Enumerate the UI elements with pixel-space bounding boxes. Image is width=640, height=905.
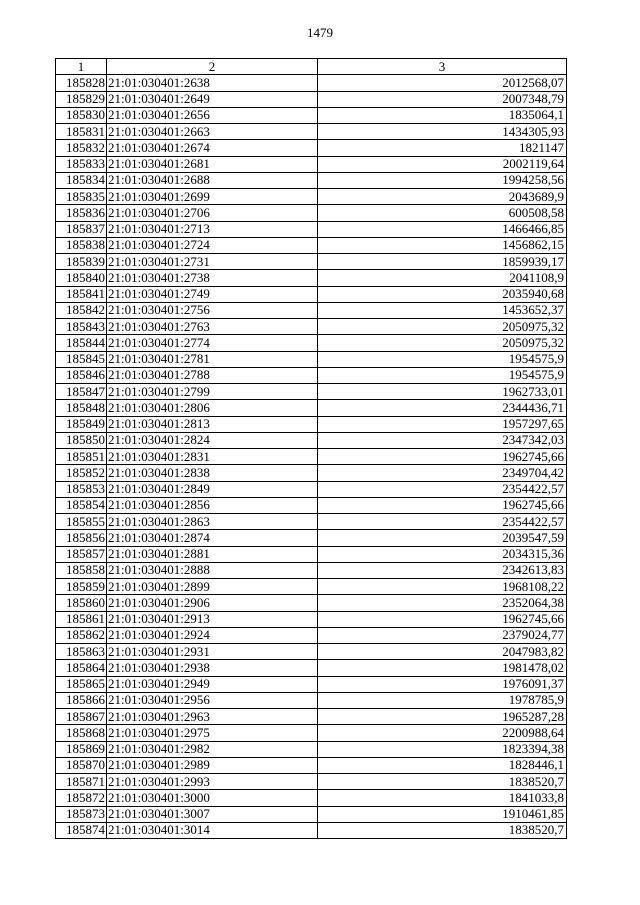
table-row <box>56 579 567 595</box>
row-number-cell: 185856 <box>56 530 107 546</box>
row-number-cell: 185861 <box>56 611 107 627</box>
row-number-cell: 185869 <box>56 741 107 757</box>
table-row <box>56 319 567 335</box>
cadastral-number-cell: 21:01:030401:2649 <box>107 91 318 107</box>
row-number-cell: 185837 <box>56 221 107 237</box>
value-cell: 1910461,85 <box>318 806 567 822</box>
cadastral-number-cell: 21:01:030401:2663 <box>107 124 318 140</box>
table-row <box>56 107 567 123</box>
row-number-cell: 185828 <box>56 75 107 91</box>
cadastral-number-cell: 21:01:030401:2738 <box>107 270 318 286</box>
table-row <box>56 676 567 692</box>
value-cell: 1965287,28 <box>318 709 567 725</box>
value-cell: 1962745,66 <box>318 611 567 627</box>
table-row <box>56 514 567 530</box>
row-number-cell: 185858 <box>56 562 107 578</box>
cadastral-number-cell: 21:01:030401:2763 <box>107 319 318 335</box>
cadastral-number-cell: 21:01:030401:2938 <box>107 660 318 676</box>
row-number-cell: 185844 <box>56 335 107 351</box>
table-row <box>56 790 567 806</box>
table-row <box>56 757 567 773</box>
cadastral-number-cell: 21:01:030401:2724 <box>107 237 318 253</box>
cadastral-number-cell: 21:01:030401:2656 <box>107 107 318 123</box>
cadastral-number-cell: 21:01:030401:2989 <box>107 757 318 773</box>
row-number-cell: 185845 <box>56 351 107 367</box>
table-row <box>56 335 567 351</box>
value-cell: 2050975,32 <box>318 335 567 351</box>
cadastral-number-cell: 21:01:030401:2982 <box>107 741 318 757</box>
value-cell: 2344436,71 <box>318 400 567 416</box>
cadastral-number-cell: 21:01:030401:2849 <box>107 481 318 497</box>
value-cell: 1954575,9 <box>318 367 567 383</box>
data-table <box>55 58 567 839</box>
row-number-cell: 185852 <box>56 465 107 481</box>
row-number-cell: 185850 <box>56 432 107 448</box>
value-cell: 1823394,38 <box>318 741 567 757</box>
row-number-cell: 185862 <box>56 627 107 643</box>
row-number-cell: 185874 <box>56 822 107 838</box>
value-cell: 2354422,57 <box>318 481 567 497</box>
value-cell: 1976091,37 <box>318 676 567 692</box>
table-row <box>56 806 567 822</box>
table-row <box>56 205 567 221</box>
table-row <box>56 172 567 188</box>
table-body <box>56 75 567 839</box>
table-row <box>56 432 567 448</box>
row-number-cell: 185863 <box>56 644 107 660</box>
row-number-cell: 185868 <box>56 725 107 741</box>
cadastral-number-cell: 21:01:030401:2674 <box>107 140 318 156</box>
table-row <box>56 530 567 546</box>
cadastral-number-cell: 21:01:030401:2638 <box>107 75 318 91</box>
cadastral-number-cell: 21:01:030401:2924 <box>107 627 318 643</box>
cadastral-number-cell: 21:01:030401:2681 <box>107 156 318 172</box>
table-row <box>56 822 567 838</box>
table-row <box>56 627 567 643</box>
cadastral-number-cell: 21:01:030401:2906 <box>107 595 318 611</box>
cadastral-number-cell: 21:01:030401:2756 <box>107 302 318 318</box>
value-cell: 2043689,9 <box>318 189 567 205</box>
table-row <box>56 449 567 465</box>
table-row <box>56 546 567 562</box>
value-cell: 1841033,8 <box>318 790 567 806</box>
cadastral-number-cell: 21:01:030401:2881 <box>107 546 318 562</box>
row-number-cell: 185829 <box>56 91 107 107</box>
cadastral-number-cell: 21:01:030401:3014 <box>107 822 318 838</box>
cadastral-number-cell: 21:01:030401:2913 <box>107 611 318 627</box>
table-row <box>56 237 567 253</box>
value-cell: 1835064,1 <box>318 107 567 123</box>
value-cell: 1466466,85 <box>318 221 567 237</box>
value-cell: 1957297,65 <box>318 416 567 432</box>
row-number-cell: 185849 <box>56 416 107 432</box>
value-cell: 2007348,79 <box>318 91 567 107</box>
cadastral-number-cell: 21:01:030401:2831 <box>107 449 318 465</box>
value-cell: 1981478,02 <box>318 660 567 676</box>
cadastral-number-cell: 21:01:030401:2731 <box>107 254 318 270</box>
value-cell: 2002119,64 <box>318 156 567 172</box>
value-cell: 2041108,9 <box>318 270 567 286</box>
table-row <box>56 286 567 302</box>
row-number-cell: 185848 <box>56 400 107 416</box>
row-number-cell: 185847 <box>56 384 107 400</box>
cadastral-number-cell: 21:01:030401:2788 <box>107 367 318 383</box>
row-number-cell: 185831 <box>56 124 107 140</box>
table-row <box>56 91 567 107</box>
value-cell: 2354422,57 <box>318 514 567 530</box>
table-row <box>56 774 567 790</box>
cadastral-number-cell: 21:01:030401:2838 <box>107 465 318 481</box>
cadastral-number-cell: 21:01:030401:3000 <box>107 790 318 806</box>
table-row <box>56 709 567 725</box>
table-row <box>56 660 567 676</box>
cadastral-number-cell: 21:01:030401:2956 <box>107 692 318 708</box>
row-number-cell: 185859 <box>56 579 107 595</box>
value-cell: 2200988,64 <box>318 725 567 741</box>
row-number-cell: 185865 <box>56 676 107 692</box>
value-cell: 1821147 <box>318 140 567 156</box>
table-row <box>56 562 567 578</box>
table-row <box>56 189 567 205</box>
value-cell: 1838520,7 <box>318 822 567 838</box>
row-number-cell: 185857 <box>56 546 107 562</box>
row-number-cell: 185836 <box>56 205 107 221</box>
page-number: 1479 <box>307 25 333 40</box>
table-row <box>56 611 567 627</box>
cadastral-number-cell: 21:01:030401:2863 <box>107 514 318 530</box>
row-number-cell: 185833 <box>56 156 107 172</box>
cadastral-number-cell: 21:01:030401:2781 <box>107 351 318 367</box>
row-number-cell: 185841 <box>56 286 107 302</box>
row-number-cell: 185855 <box>56 514 107 530</box>
row-number-cell: 185839 <box>56 254 107 270</box>
table-row <box>56 367 567 383</box>
row-number-cell: 185835 <box>56 189 107 205</box>
table-row <box>56 497 567 513</box>
cadastral-number-cell: 21:01:030401:2713 <box>107 221 318 237</box>
cadastral-number-cell: 21:01:030401:2813 <box>107 416 318 432</box>
row-number-cell: 185834 <box>56 172 107 188</box>
value-cell: 2379024,77 <box>318 627 567 643</box>
table-row <box>56 270 567 286</box>
header-row <box>56 59 567 75</box>
cadastral-number-cell: 21:01:030401:2874 <box>107 530 318 546</box>
value-cell: 2039547,59 <box>318 530 567 546</box>
row-number-cell: 185860 <box>56 595 107 611</box>
row-number-cell: 185851 <box>56 449 107 465</box>
row-number-cell: 185867 <box>56 709 107 725</box>
table-row <box>56 254 567 270</box>
value-cell: 1962745,66 <box>318 449 567 465</box>
row-number-cell: 185838 <box>56 237 107 253</box>
row-number-cell: 185842 <box>56 302 107 318</box>
table-row <box>56 595 567 611</box>
value-cell: 2349704,42 <box>318 465 567 481</box>
table-row <box>56 75 567 91</box>
value-cell: 2347342,03 <box>318 432 567 448</box>
row-number-cell: 185866 <box>56 692 107 708</box>
column-header-1: 1 <box>56 59 107 75</box>
table-row <box>56 351 567 367</box>
value-cell: 1962745,66 <box>318 497 567 513</box>
table-row <box>56 124 567 140</box>
table-header <box>56 59 567 75</box>
row-number-cell: 185854 <box>56 497 107 513</box>
row-number-cell: 185853 <box>56 481 107 497</box>
value-cell: 1962733,01 <box>318 384 567 400</box>
column-header-2: 2 <box>107 59 318 75</box>
table-row <box>56 140 567 156</box>
row-number-cell: 185846 <box>56 367 107 383</box>
cadastral-number-cell: 21:01:030401:2699 <box>107 189 318 205</box>
value-cell: 1828446,1 <box>318 757 567 773</box>
cadastral-number-cell: 21:01:030401:2706 <box>107 205 318 221</box>
value-cell: 1978785,9 <box>318 692 567 708</box>
value-cell: 2035940,68 <box>318 286 567 302</box>
table-row <box>56 416 567 432</box>
table-row <box>56 741 567 757</box>
row-number-cell: 185872 <box>56 790 107 806</box>
value-cell: 1434305,93 <box>318 124 567 140</box>
row-number-cell: 185830 <box>56 107 107 123</box>
value-cell: 1859939,17 <box>318 254 567 270</box>
value-cell: 2012568,07 <box>318 75 567 91</box>
cadastral-number-cell: 21:01:030401:3007 <box>107 806 318 822</box>
cadastral-number-cell: 21:01:030401:2749 <box>107 286 318 302</box>
row-number-cell: 185870 <box>56 757 107 773</box>
value-cell: 600508,58 <box>318 205 567 221</box>
value-cell: 1968108,22 <box>318 579 567 595</box>
cadastral-number-cell: 21:01:030401:2774 <box>107 335 318 351</box>
table-row <box>56 302 567 318</box>
table-row <box>56 725 567 741</box>
value-cell: 2352064,38 <box>318 595 567 611</box>
cadastral-number-cell: 21:01:030401:2688 <box>107 172 318 188</box>
cadastral-number-cell: 21:01:030401:2931 <box>107 644 318 660</box>
table-row <box>56 156 567 172</box>
row-number-cell: 185871 <box>56 774 107 790</box>
cadastral-number-cell: 21:01:030401:2806 <box>107 400 318 416</box>
table-row <box>56 400 567 416</box>
cadastral-number-cell: 21:01:030401:2963 <box>107 709 318 725</box>
value-cell: 1456862,15 <box>318 237 567 253</box>
cadastral-number-cell: 21:01:030401:2799 <box>107 384 318 400</box>
cadastral-number-cell: 21:01:030401:2856 <box>107 497 318 513</box>
cadastral-number-cell: 21:01:030401:2899 <box>107 579 318 595</box>
table-row <box>56 465 567 481</box>
cadastral-number-cell: 21:01:030401:2949 <box>107 676 318 692</box>
table-row <box>56 221 567 237</box>
row-number-cell: 185832 <box>56 140 107 156</box>
table-row <box>56 384 567 400</box>
value-cell: 2034315,36 <box>318 546 567 562</box>
cadastral-number-cell: 21:01:030401:2824 <box>107 432 318 448</box>
value-cell: 1838520,7 <box>318 774 567 790</box>
value-cell: 2342613,83 <box>318 562 567 578</box>
row-number-cell: 185864 <box>56 660 107 676</box>
table-row <box>56 644 567 660</box>
value-cell: 1954575,9 <box>318 351 567 367</box>
table-row <box>56 692 567 708</box>
row-number-cell: 185873 <box>56 806 107 822</box>
value-cell: 2047983,82 <box>318 644 567 660</box>
cadastral-number-cell: 21:01:030401:2888 <box>107 562 318 578</box>
cadastral-number-cell: 21:01:030401:2993 <box>107 774 318 790</box>
value-cell: 1994258,56 <box>318 172 567 188</box>
cadastral-number-cell: 21:01:030401:2975 <box>107 725 318 741</box>
value-cell: 2050975,32 <box>318 319 567 335</box>
value-cell: 1453652,37 <box>318 302 567 318</box>
row-number-cell: 185843 <box>56 319 107 335</box>
row-number-cell: 185840 <box>56 270 107 286</box>
table-row <box>56 481 567 497</box>
column-header-3: 3 <box>318 59 567 75</box>
